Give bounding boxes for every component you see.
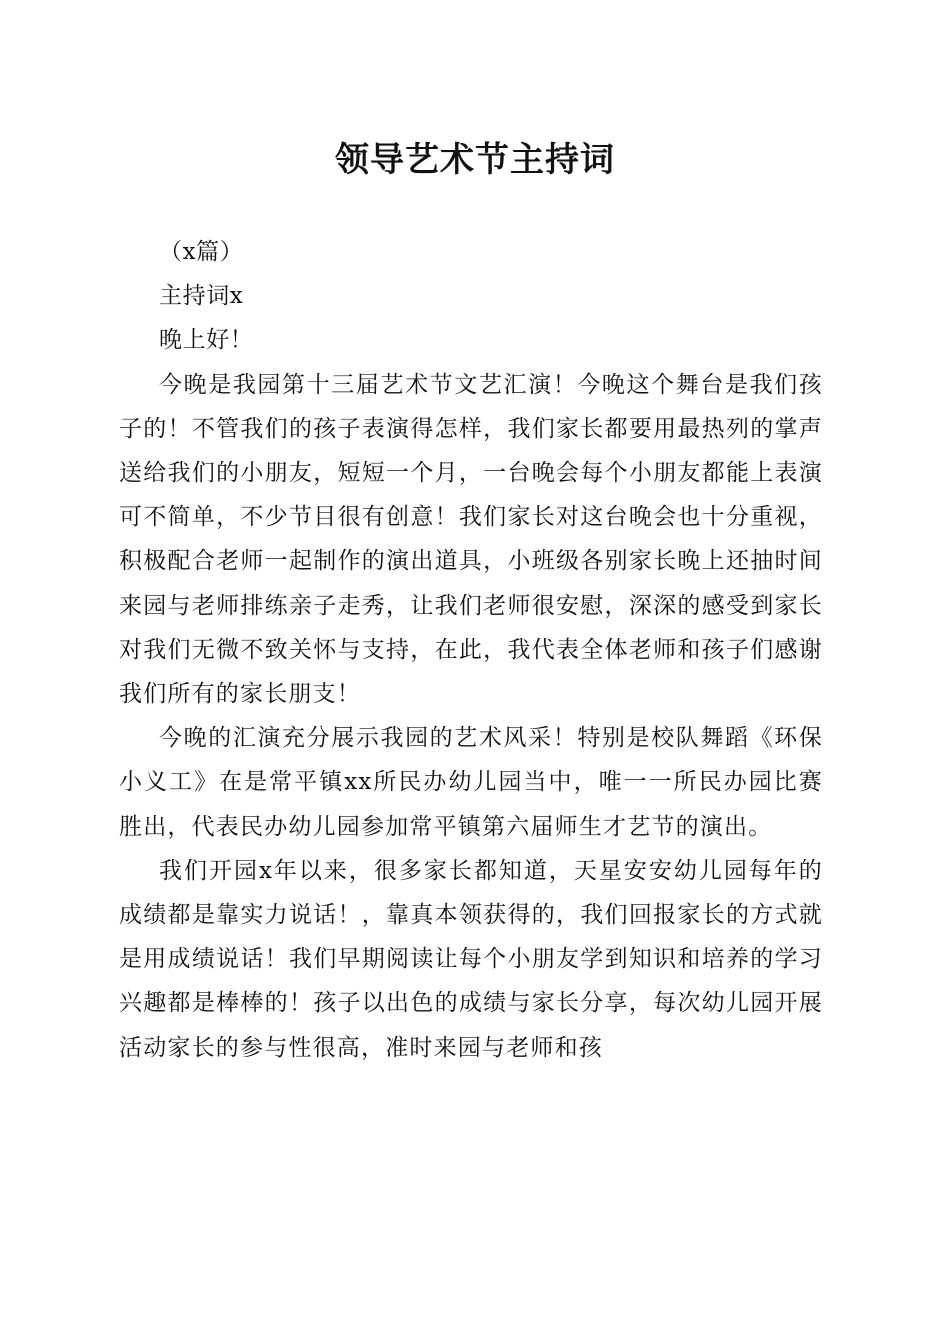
paragraph-opening: 今晚是我园第十三届艺术节文艺汇演！今晚这个舞台是我们孩子的！不管我们的孩子表演得怎样，我们家长都要用最热列的掌声送给我们的小朋友，短短一个月，一台晚会每个小朋友都能上表演可不简单，不少节目很有创意！我们家长对这台晚会也十分重视，积极配合老师一起制作的演出道具，小班级各别家长晚上还抽时间来园与老师排练亲子走秀，让我们老师很安慰，深深的感受到家长对我们无微不致关怀与支持，在此，我代表全体老师和孩子们感谢我们所有的家长朋支！ bbox=[119, 371, 823, 708]
paragraph-greeting: 晚上好！ bbox=[159, 327, 254, 354]
paragraph-achievements: 我们开园x年以来，很多家长都知道，天星安安幼儿园每年的成绩都是靠实力说话！，靠真本领获得的，我们回报家长的方式就是用成绩说话！我们早期阅读让每个小朋友学到知识和培养的学习兴趣都是棒棒的！孩子以出色的成绩与家长分享，每次幼儿园开展活动家长的参与性很高，准时来园与老师和孩 bbox=[119, 857, 823, 1061]
document-title: 领导艺术节主持词 bbox=[335, 140, 615, 180]
paragraph-showcase: 今晚的汇演充分展示我园的艺术风采！特别是校队舞蹈《环保小义工》在是常平镇xx所民办幼儿园当中，唯一一所民办园比赛胜出，代表民办幼儿园参加常平镇第六届师生才艺节的演出。 bbox=[119, 725, 823, 840]
paragraph-host-label: 主持词x bbox=[159, 283, 244, 310]
document-body bbox=[119, 230, 823, 1070]
paragraph-piece-count: （x篇） bbox=[159, 239, 244, 265]
